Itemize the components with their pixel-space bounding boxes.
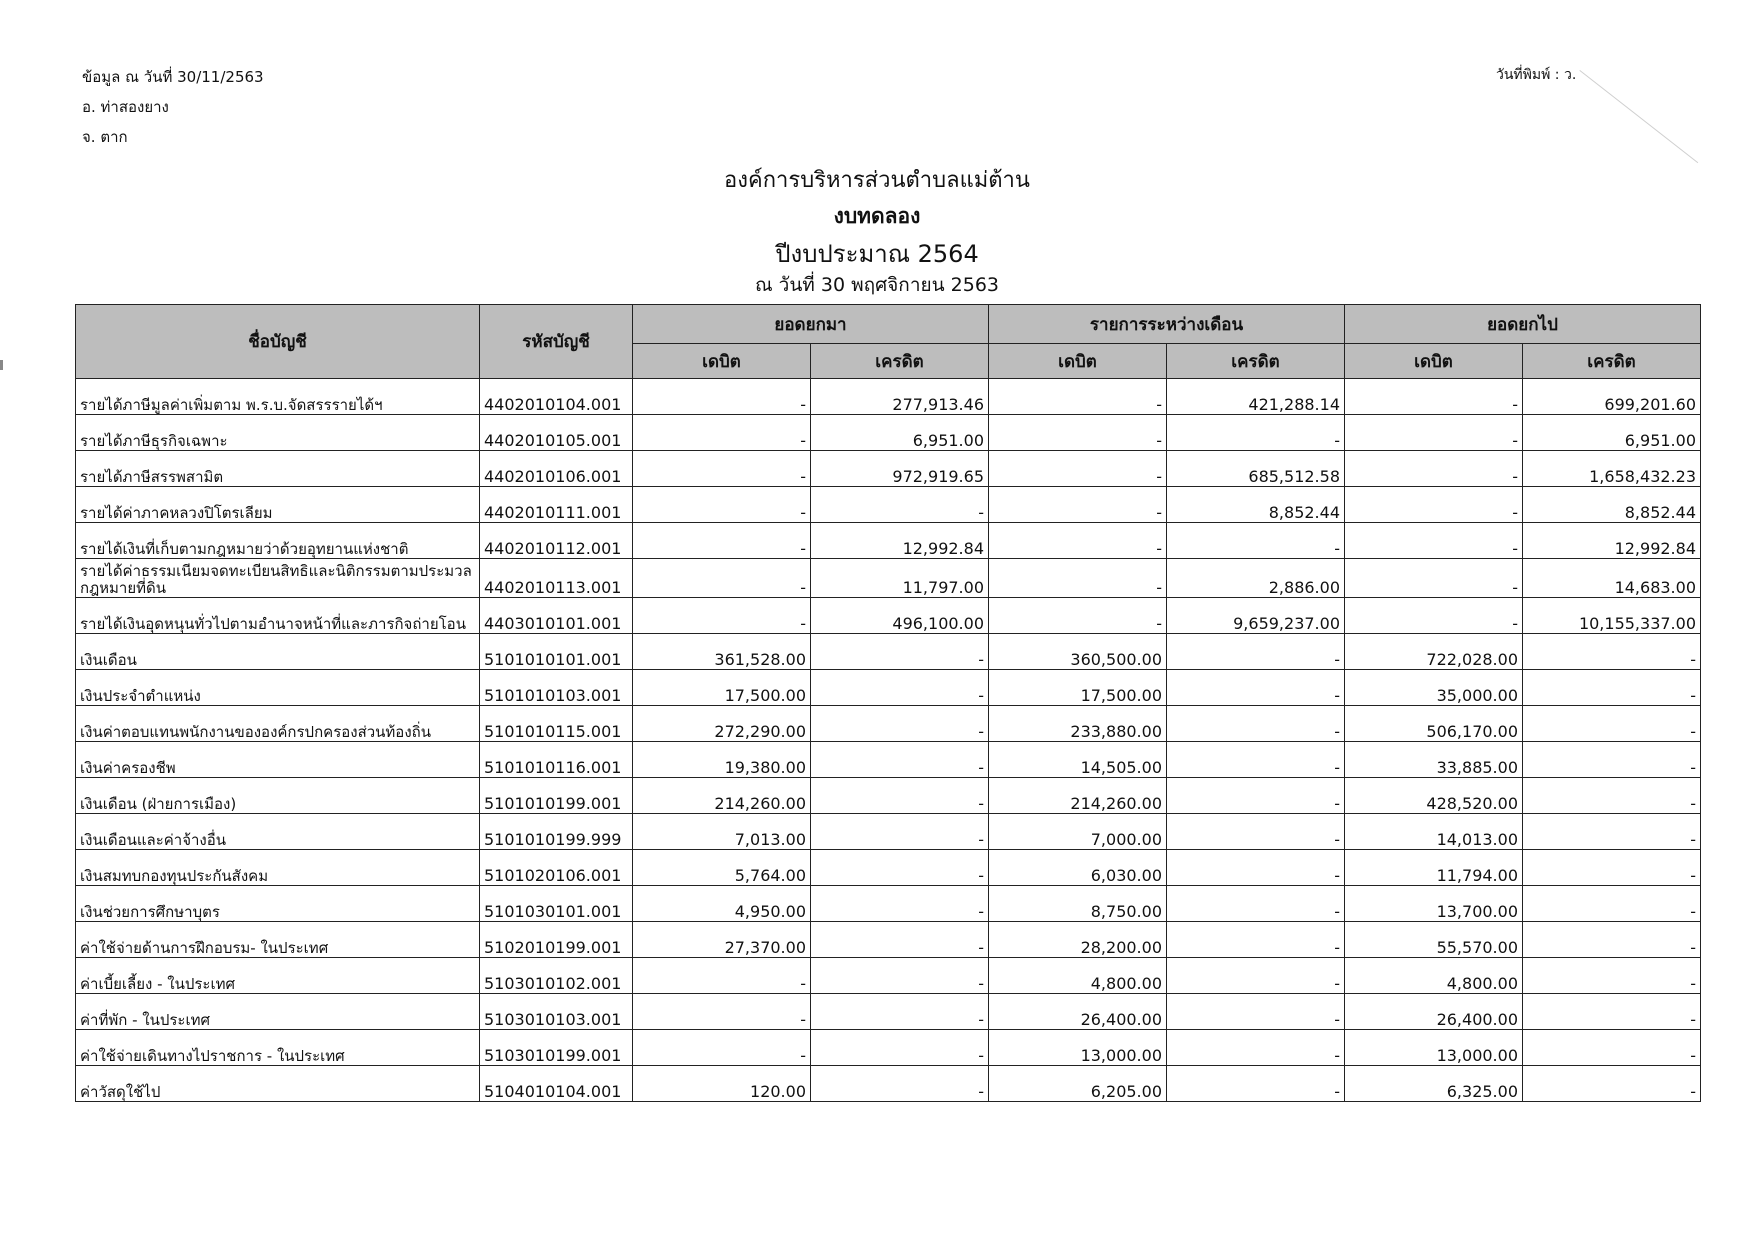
month-credit-cell: - bbox=[1167, 850, 1345, 886]
account-name-cell: เงินเดือน (ฝ่ายการเมือง) bbox=[76, 778, 480, 814]
table-row bbox=[76, 634, 1701, 670]
table-row bbox=[76, 379, 1701, 415]
header-cf-credit: เครดิต bbox=[1523, 344, 1701, 379]
bf-credit-cell: - bbox=[811, 778, 989, 814]
cf-credit-cell: 1,658,432.23 bbox=[1523, 451, 1701, 487]
account-name-cell: ค่าที่พัก - ในประเทศ bbox=[76, 994, 480, 1030]
month-debit-cell: - bbox=[989, 451, 1167, 487]
cf-debit-cell: - bbox=[1345, 379, 1523, 415]
table-row bbox=[76, 958, 1701, 994]
account-code-cell: 5101010199.001 bbox=[480, 778, 633, 814]
header-carried-forward: ยอดยกไป bbox=[1345, 305, 1701, 344]
month-credit-cell: - bbox=[1167, 886, 1345, 922]
district: อ. ท่าสองยาง bbox=[82, 98, 169, 116]
account-name-cell: รายได้เงินที่เก็บตามกฎหมายว่าด้วยอุทยานแห่งชาติ bbox=[76, 523, 480, 559]
month-credit-cell: - bbox=[1167, 415, 1345, 451]
cf-debit-cell: 11,794.00 bbox=[1345, 850, 1523, 886]
table-row bbox=[76, 1030, 1701, 1066]
bf-credit-cell: - bbox=[811, 922, 989, 958]
bf-credit-cell: - bbox=[811, 634, 989, 670]
header-cf-debit: เดบิต bbox=[1345, 344, 1523, 379]
month-debit-cell: 28,200.00 bbox=[989, 922, 1167, 958]
account-name-cell: รายได้ค่าธรรมเนียมจดทะเบียนสิทธิและนิติกรรมตามประมวลกฎหมายที่ดิน bbox=[76, 559, 480, 598]
header-month-credit: เครดิต bbox=[1167, 344, 1345, 379]
cf-credit-cell: - bbox=[1523, 958, 1701, 994]
month-credit-cell: 685,512.58 bbox=[1167, 451, 1345, 487]
cf-credit-cell: - bbox=[1523, 1030, 1701, 1066]
bf-debit-cell: - bbox=[633, 451, 811, 487]
bf-debit-cell: - bbox=[633, 559, 811, 598]
bf-credit-cell: - bbox=[811, 1030, 989, 1066]
cf-credit-cell: 699,201.60 bbox=[1523, 379, 1701, 415]
scan-edge-mark bbox=[0, 360, 3, 370]
month-credit-cell: - bbox=[1167, 994, 1345, 1030]
bf-credit-cell: - bbox=[811, 886, 989, 922]
account-code-cell: 5101010101.001 bbox=[480, 634, 633, 670]
month-debit-cell: - bbox=[989, 487, 1167, 523]
cf-debit-cell: - bbox=[1345, 415, 1523, 451]
cf-credit-cell: 10,155,337.00 bbox=[1523, 598, 1701, 634]
bf-credit-cell: - bbox=[811, 994, 989, 1030]
table-row bbox=[76, 415, 1701, 451]
table-row bbox=[76, 1066, 1701, 1102]
bf-credit-cell: 496,100.00 bbox=[811, 598, 989, 634]
account-code-cell: 4402010104.001 bbox=[480, 379, 633, 415]
account-name-cell: รายได้เงินอุดหนุนทั่วไปตามอำนาจหน้าที่และภารกิจถ่ายโอน bbox=[76, 598, 480, 634]
trial-balance-table bbox=[75, 304, 1701, 1102]
cf-debit-cell: 33,885.00 bbox=[1345, 742, 1523, 778]
cf-debit-cell: - bbox=[1345, 451, 1523, 487]
month-debit-cell: 7,000.00 bbox=[989, 814, 1167, 850]
account-name-cell: ค่าใช้จ่ายด้านการฝึกอบรม- ในประเทศ bbox=[76, 922, 480, 958]
print-date: วันที่พิมพ์ : ว. bbox=[1496, 67, 1577, 83]
cf-debit-cell: 26,400.00 bbox=[1345, 994, 1523, 1030]
account-code-cell: 5101010103.001 bbox=[480, 670, 633, 706]
month-credit-cell: 2,886.00 bbox=[1167, 559, 1345, 598]
bf-debit-cell: 272,290.00 bbox=[633, 706, 811, 742]
cf-debit-cell: 722,028.00 bbox=[1345, 634, 1523, 670]
cf-credit-cell: 14,683.00 bbox=[1523, 559, 1701, 598]
month-debit-cell: 4,800.00 bbox=[989, 958, 1167, 994]
cf-credit-cell: - bbox=[1523, 706, 1701, 742]
month-credit-cell: 9,659,237.00 bbox=[1167, 598, 1345, 634]
cf-debit-cell: 428,520.00 bbox=[1345, 778, 1523, 814]
cf-credit-cell: - bbox=[1523, 814, 1701, 850]
fiscal-year: ปีงบประมาณ 2564 bbox=[775, 240, 979, 268]
cf-credit-cell: 12,992.84 bbox=[1523, 523, 1701, 559]
cf-credit-cell: 6,951.00 bbox=[1523, 415, 1701, 451]
bf-credit-cell: 11,797.00 bbox=[811, 559, 989, 598]
cf-credit-cell: - bbox=[1523, 1066, 1701, 1102]
bf-debit-cell: 120.00 bbox=[633, 1066, 811, 1102]
bf-credit-cell: - bbox=[811, 742, 989, 778]
month-credit-cell: - bbox=[1167, 922, 1345, 958]
bf-debit-cell: 19,380.00 bbox=[633, 742, 811, 778]
cf-credit-cell: - bbox=[1523, 778, 1701, 814]
account-code-cell: 5101010199.999 bbox=[480, 814, 633, 850]
month-credit-cell: - bbox=[1167, 742, 1345, 778]
month-debit-cell: 13,000.00 bbox=[989, 1030, 1167, 1066]
month-credit-cell: - bbox=[1167, 634, 1345, 670]
bf-debit-cell: 4,950.00 bbox=[633, 886, 811, 922]
bf-credit-cell: 972,919.65 bbox=[811, 451, 989, 487]
month-credit-cell: - bbox=[1167, 958, 1345, 994]
table-row bbox=[76, 922, 1701, 958]
table-row bbox=[76, 451, 1701, 487]
cf-debit-cell: 55,570.00 bbox=[1345, 922, 1523, 958]
account-code-cell: 4402010113.001 bbox=[480, 559, 633, 598]
bf-debit-cell: - bbox=[633, 379, 811, 415]
bf-debit-cell: - bbox=[633, 1030, 811, 1066]
month-debit-cell: - bbox=[989, 523, 1167, 559]
account-name-cell: เงินเดือนและค่าจ้างอื่น bbox=[76, 814, 480, 850]
account-name-cell: เงินค่าครองชีพ bbox=[76, 742, 480, 778]
cf-credit-cell: 8,852.44 bbox=[1523, 487, 1701, 523]
account-name-cell: เงินช่วยการศึกษาบุตร bbox=[76, 886, 480, 922]
month-debit-cell: 6,205.00 bbox=[989, 1066, 1167, 1102]
table-row bbox=[76, 598, 1701, 634]
table-row bbox=[76, 559, 1701, 598]
bf-credit-cell: 277,913.46 bbox=[811, 379, 989, 415]
account-code-cell: 4402010105.001 bbox=[480, 415, 633, 451]
bf-debit-cell: - bbox=[633, 994, 811, 1030]
cf-debit-cell: - bbox=[1345, 487, 1523, 523]
cf-debit-cell: 14,013.00 bbox=[1345, 814, 1523, 850]
account-code-cell: 5101010115.001 bbox=[480, 706, 633, 742]
account-code-cell: 5101030101.001 bbox=[480, 886, 633, 922]
account-code-cell: 4402010112.001 bbox=[480, 523, 633, 559]
account-name-cell: เงินประจำตำแหน่ง bbox=[76, 670, 480, 706]
month-credit-cell: - bbox=[1167, 670, 1345, 706]
account-code-cell: 5103010102.001 bbox=[480, 958, 633, 994]
as-of-date: ณ วันที่ 30 พฤศจิกายน 2563 bbox=[754, 274, 999, 296]
month-debit-cell: 17,500.00 bbox=[989, 670, 1167, 706]
table-row bbox=[76, 670, 1701, 706]
account-name-cell: ค่าใช้จ่ายเดินทางไปราชการ - ในประเทศ bbox=[76, 1030, 480, 1066]
account-code-cell: 4403010101.001 bbox=[480, 598, 633, 634]
bf-debit-cell: 27,370.00 bbox=[633, 922, 811, 958]
table-row bbox=[76, 814, 1701, 850]
month-debit-cell: - bbox=[989, 598, 1167, 634]
cf-debit-cell: 13,000.00 bbox=[1345, 1030, 1523, 1066]
header-bf-debit: เดบิต bbox=[633, 344, 811, 379]
bf-credit-cell: - bbox=[811, 1066, 989, 1102]
cf-credit-cell: - bbox=[1523, 886, 1701, 922]
month-debit-cell: 6,030.00 bbox=[989, 850, 1167, 886]
table-row bbox=[76, 487, 1701, 523]
month-debit-cell: 8,750.00 bbox=[989, 886, 1167, 922]
bf-debit-cell: - bbox=[633, 487, 811, 523]
table-row bbox=[76, 523, 1701, 559]
bf-debit-cell: 5,764.00 bbox=[633, 850, 811, 886]
account-code-cell: 5101010116.001 bbox=[480, 742, 633, 778]
header-during-month: รายการระหว่างเดือน bbox=[989, 305, 1345, 344]
account-name-cell: ค่าเบี้ยเลี้ยง - ในประเทศ bbox=[76, 958, 480, 994]
cf-debit-cell: 35,000.00 bbox=[1345, 670, 1523, 706]
account-name-cell: เงินเดือน bbox=[76, 634, 480, 670]
bf-credit-cell: 6,951.00 bbox=[811, 415, 989, 451]
table-row bbox=[76, 850, 1701, 886]
month-credit-cell: - bbox=[1167, 778, 1345, 814]
bf-credit-cell: - bbox=[811, 670, 989, 706]
month-credit-cell: 8,852.44 bbox=[1167, 487, 1345, 523]
bf-debit-cell: 17,500.00 bbox=[633, 670, 811, 706]
bf-credit-cell: - bbox=[811, 958, 989, 994]
header-month-debit: เดบิต bbox=[989, 344, 1167, 379]
account-code-cell: 4402010111.001 bbox=[480, 487, 633, 523]
cf-debit-cell: 506,170.00 bbox=[1345, 706, 1523, 742]
account-name-cell: ค่าวัสดุใช้ไป bbox=[76, 1066, 480, 1102]
month-credit-cell: - bbox=[1167, 814, 1345, 850]
month-debit-cell: 14,505.00 bbox=[989, 742, 1167, 778]
bf-credit-cell: 12,992.84 bbox=[811, 523, 989, 559]
header-bf-credit: เครดิต bbox=[811, 344, 989, 379]
account-code-cell: 5103010103.001 bbox=[480, 994, 633, 1030]
scan-fold-line bbox=[1579, 70, 1698, 163]
account-code-cell: 5104010104.001 bbox=[480, 1066, 633, 1102]
month-credit-cell: - bbox=[1167, 706, 1345, 742]
account-code-cell: 4402010106.001 bbox=[480, 451, 633, 487]
bf-debit-cell: 214,260.00 bbox=[633, 778, 811, 814]
account-name-cell: รายได้ค่าภาคหลวงปิโตรเลียม bbox=[76, 487, 480, 523]
bf-debit-cell: 361,528.00 bbox=[633, 634, 811, 670]
month-debit-cell: 26,400.00 bbox=[989, 994, 1167, 1030]
cf-debit-cell: - bbox=[1345, 559, 1523, 598]
header-account-name: ชื่อบัญชี bbox=[76, 305, 480, 379]
account-name-cell: รายได้ภาษีธุรกิจเฉพาะ bbox=[76, 415, 480, 451]
cf-credit-cell: - bbox=[1523, 634, 1701, 670]
bf-debit-cell: - bbox=[633, 415, 811, 451]
account-name-cell: เงินสมทบกองทุนประกันสังคม bbox=[76, 850, 480, 886]
cf-credit-cell: - bbox=[1523, 922, 1701, 958]
table-row bbox=[76, 778, 1701, 814]
cf-credit-cell: - bbox=[1523, 850, 1701, 886]
account-code-cell: 5102010199.001 bbox=[480, 922, 633, 958]
cf-debit-cell: - bbox=[1345, 598, 1523, 634]
cf-debit-cell: 6,325.00 bbox=[1345, 1066, 1523, 1102]
header-brought-forward: ยอดยกมา bbox=[633, 305, 989, 344]
organization-title: องค์การบริหารส่วนตำบลแม่ต้าน bbox=[724, 168, 1030, 193]
account-code-cell: 5101020106.001 bbox=[480, 850, 633, 886]
bf-credit-cell: - bbox=[811, 814, 989, 850]
table-body bbox=[76, 379, 1701, 1102]
month-credit-cell: 421,288.14 bbox=[1167, 379, 1345, 415]
cf-credit-cell: - bbox=[1523, 670, 1701, 706]
cf-credit-cell: - bbox=[1523, 742, 1701, 778]
table-row bbox=[76, 706, 1701, 742]
cf-debit-cell: - bbox=[1345, 523, 1523, 559]
header-account-code: รหัสบัญชี bbox=[480, 305, 633, 379]
month-debit-cell: - bbox=[989, 379, 1167, 415]
cf-debit-cell: 4,800.00 bbox=[1345, 958, 1523, 994]
province: จ. ตาก bbox=[82, 128, 128, 146]
table-row bbox=[76, 994, 1701, 1030]
document-title: งบทดลอง bbox=[833, 204, 921, 228]
bf-debit-cell: - bbox=[633, 523, 811, 559]
account-name-cell: รายได้ภาษีสรรพสามิต bbox=[76, 451, 480, 487]
account-name-cell: รายได้ภาษีมูลค่าเพิ่มตาม พ.ร.บ.จัดสรรรายได้ฯ bbox=[76, 379, 480, 415]
bf-debit-cell: - bbox=[633, 958, 811, 994]
account-name-cell: เงินค่าตอบแทนพนักงานขององค์กรปกครองส่วนท้องถิ่น bbox=[76, 706, 480, 742]
bf-debit-cell: 7,013.00 bbox=[633, 814, 811, 850]
cf-credit-cell: - bbox=[1523, 994, 1701, 1030]
bf-credit-cell: - bbox=[811, 706, 989, 742]
account-code-cell: 5103010199.001 bbox=[480, 1030, 633, 1066]
bf-credit-cell: - bbox=[811, 487, 989, 523]
month-credit-cell: - bbox=[1167, 1030, 1345, 1066]
month-credit-cell: - bbox=[1167, 523, 1345, 559]
table-row bbox=[76, 742, 1701, 778]
month-debit-cell: - bbox=[989, 559, 1167, 598]
month-credit-cell: - bbox=[1167, 1066, 1345, 1102]
data-date: ข้อมูล ณ วันที่ 30/11/2563 bbox=[82, 68, 264, 86]
month-debit-cell: 360,500.00 bbox=[989, 634, 1167, 670]
month-debit-cell: 233,880.00 bbox=[989, 706, 1167, 742]
month-debit-cell: - bbox=[989, 415, 1167, 451]
month-debit-cell: 214,260.00 bbox=[989, 778, 1167, 814]
bf-debit-cell: - bbox=[633, 598, 811, 634]
bf-credit-cell: - bbox=[811, 850, 989, 886]
cf-debit-cell: 13,700.00 bbox=[1345, 886, 1523, 922]
table-row bbox=[76, 886, 1701, 922]
